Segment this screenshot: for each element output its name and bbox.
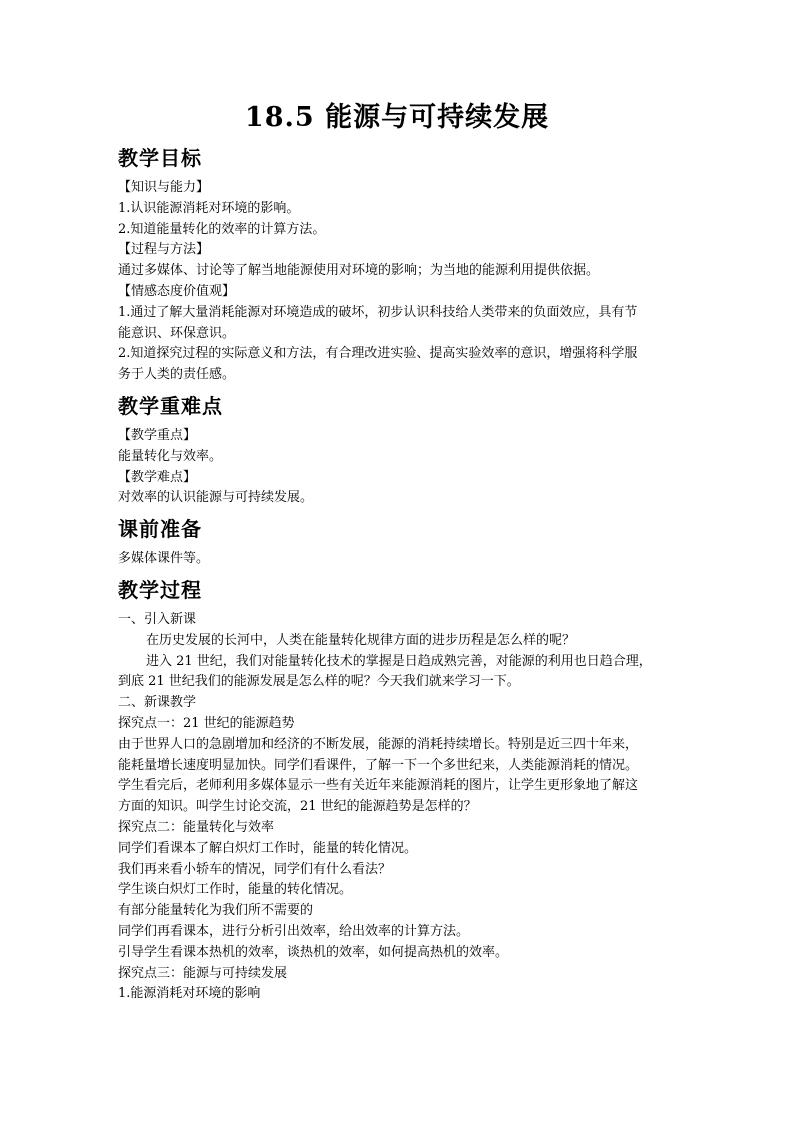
point2-label: 探究点二：能量转化与效率: [118, 819, 275, 835]
point1-paragraph: 能耗量增长速度明显加快。同学们看课件，了解一下一个多世纪来，人类能源消耗的情况。: [118, 757, 639, 773]
document-title: 18.5 能源与可持续发展: [244, 102, 550, 133]
part1-paragraph: 进入 21 世纪，我们对能量转化技术的掌握是日趋成熟完善，对能源的利用也日趋合理，: [146, 653, 652, 669]
process-item: 通过多媒体、讨论等了解当地能源使用对环境的影响；为当地的能源利用提供依据。: [118, 263, 600, 279]
process-label: 【过程与方法】: [118, 242, 210, 258]
document-body: [118, 142, 688, 1005]
section-heading-process: 教学过程: [118, 577, 202, 602]
key-label: 【教学重点】: [118, 427, 197, 443]
point1-label: 探究点一：21 世纪的能源趋势: [118, 715, 295, 731]
point2-paragraph: 同学们再看课本，进行分析引出效率，给出效率的计算方法。: [118, 923, 470, 939]
part1-paragraph: 到底 21 世纪我们的能源发展是怎么样的呢？今天我们就来学习一下。: [118, 674, 520, 690]
emotion-label: 【情感态度价值观】: [118, 283, 236, 299]
key-item: 能量转化与效率。: [118, 448, 223, 464]
point3-paragraph: 1.能源消耗对环境的影响: [118, 986, 261, 1002]
point2-paragraph: 我们再来看小轿车的情况，同学们有什么看法？: [118, 861, 392, 877]
point2-paragraph: 学生谈白炽灯工作时，能量的转化情况。: [118, 882, 353, 898]
part1-label: 一、引入新课: [118, 611, 197, 627]
point3-label: 探究点三：能源与可持续发展: [118, 965, 288, 981]
point1-paragraph: 学生看完后，老师利用多媒体显示一些有关近年来能源消耗的图片，让学生更形象地了解这: [118, 778, 639, 794]
part1-paragraph: 在历史发展的长河中，人类在能量转化规律方面的进步历程是怎么样的呢？: [146, 632, 576, 648]
emotion-item: 能意识、环保意识。: [118, 325, 236, 341]
emotion-item: 2.知道探究过程的实际意义和方法，有合理改进实验、提高实验效率的意识，增强将科学服: [118, 346, 638, 362]
knowledge-item: 2.知道能量转化的效率的计算方法。: [118, 221, 326, 237]
difficult-item: 对效率的认识能源与可持续发展。: [118, 490, 314, 506]
point2-paragraph: 引导学生看课本热机的效率，谈热机的效率，如何提高热机的效率。: [118, 944, 509, 960]
section-heading-objectives: 教学目标: [118, 146, 202, 170]
part2-label: 二、新课教学: [118, 695, 197, 711]
section-heading-preparation: 课前准备: [118, 517, 202, 542]
preparation-item: 多媒体课件等。: [118, 551, 210, 567]
point1-paragraph: 由于世界人口的急剧增加和经济的不断发展，能源的消耗持续增长。特别是近三四十年来，: [118, 736, 639, 752]
knowledge-item: 1.认识能源消耗对环境的影响。: [118, 200, 300, 216]
emotion-item: 务于人类的责任感。: [118, 367, 236, 383]
point2-paragraph: 同学们看课本了解白炽灯工作时，能量的转化情况。: [118, 840, 418, 856]
knowledge-label: 【知识与能力】: [118, 180, 210, 195]
emotion-item: 1.通过了解大量消耗能源对环境造成的破坏，初步认识科技给人类带来的负面效应，具有节: [118, 304, 638, 320]
point2-paragraph: 有部分能量转化为我们所不需要的: [118, 903, 314, 919]
difficult-label: 【教学难点】: [118, 469, 197, 485]
point1-paragraph: 方面的知识。叫学生讨论交流，21 世纪的能源趋势是怎样的？: [118, 799, 477, 815]
section-heading-key-points: 教学重难点: [118, 393, 223, 418]
